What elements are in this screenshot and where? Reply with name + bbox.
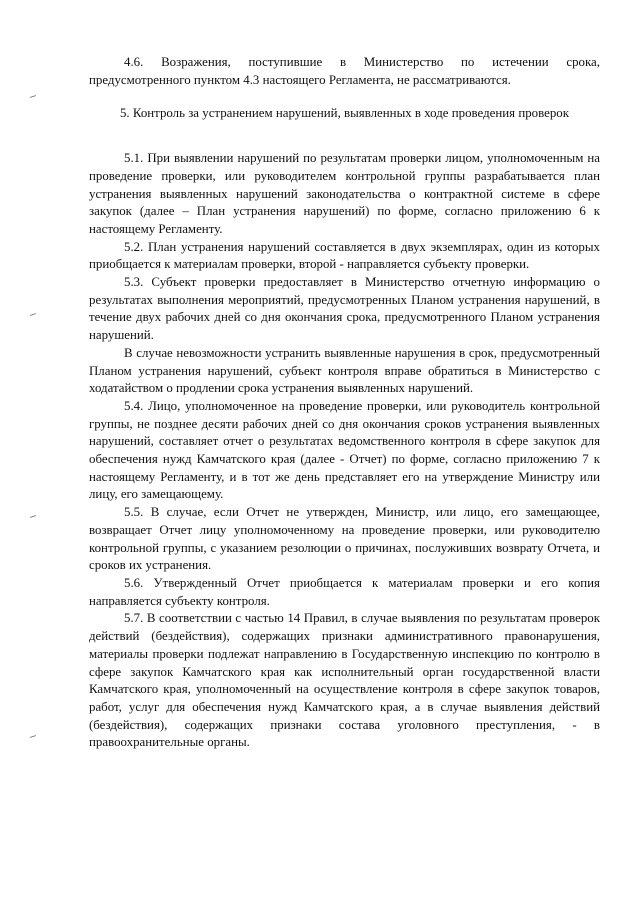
margin-mark	[30, 95, 36, 98]
paragraph-4-6: 4.6. Возражения, поступившие в Министерство по истечении срока, предусмотренного пунктом 4.3 настоящего Регламента, не рассматриваются.	[89, 55, 600, 87]
paragraph-5-5: 5.5. В случае, если Отчет не утвержден, Министр, или лицо, его замещающее, возвращает Отчет лицу уполномоченному на проведение проверки, или руководителю контрольной группы, с указанием резолюции о причинах, послуживших возврату Отчета, и сроков их устранения.	[89, 505, 600, 573]
paragraph-5-3-continued: В случае невозможности устранить выявленные нарушения в срок, предусмотренный Планом устранения нарушений, субъект контроля вправе обратиться в Министерство с ходатайством о продлении срока устранения выявленных нарушений.	[89, 345, 600, 396]
paragraph-5-2: 5.2. План устранения нарушений составляется в двух экземплярах, один из которых приобщается к материалам проверки, второй - направляется субъекту проверки.	[89, 239, 600, 272]
paragraph-5-1: 5.1. При выявлении нарушений по результатам проверки лицом, уполномоченным на проведение проверки, или руководителем контрольной группы разрабатывается план устранения выявленных нарушений законодательства о контрактной системе в сфере закупок (далее – План устранения нарушений) по форме, согласно приложению 6 к настоящему Регламенту.	[89, 151, 600, 236]
paragraph-5-4: 5.4. Лицо, уполномоченное на проведение проверки, или руководитель контрольной группы, не позднее десяти рабочих дней со дня окончания сроков устранения выявленных нарушений, составляет отчет о результатах ведомственного контроля в сфере закупок для обеспечения нужд Камчатского края (далее - Отчет) по форме, согласно приложению 7 к настоящему Регламенту, и в тот же день представляет его на утверждение Министру или лицу, его замещающему.	[89, 398, 600, 502]
section-heading: 5. Контроль за устранением нарушений, выявленных в ходе проведения проверок	[119, 106, 569, 121]
paragraph-5-7: 5.7. В соответствии с частью 14 Правил, в случае выявления по результатам проверок действий (бездействия), содержащих признаки административного правонарушения, материалы проверки подлежат направлению в Государственную инспекцию по контролю в сфере закупок Камчатского края как исполнительный орган государственной власти Камчатского края, уполномоченный на осуществление контроля в сфере закупок товаров, работ, услуг для обеспечения нужд Камчатского края, а в случае выявления действий (бездействия), содержащих признаки состава уголовного преступления, - в правоохранительные органы.	[89, 611, 600, 750]
margin-mark	[30, 735, 36, 738]
spacer	[89, 141, 600, 150]
paragraph-5-6: 5.6. Утвержденный Отчет приобщается к материалам проверки и его копия направляется субъекту контроля.	[89, 575, 600, 608]
margin-mark	[30, 515, 36, 518]
margin-mark	[30, 313, 36, 316]
paragraph-5-3: 5.3. Субъект проверки предоставляет в Министерство отчетную информацию о результатах выполнения мероприятий, предусмотренных Планом устранения нарушений, в течение двух рабочих дней со дня окончания срока, предусмотренного Планом устранения нарушений.	[89, 275, 600, 343]
